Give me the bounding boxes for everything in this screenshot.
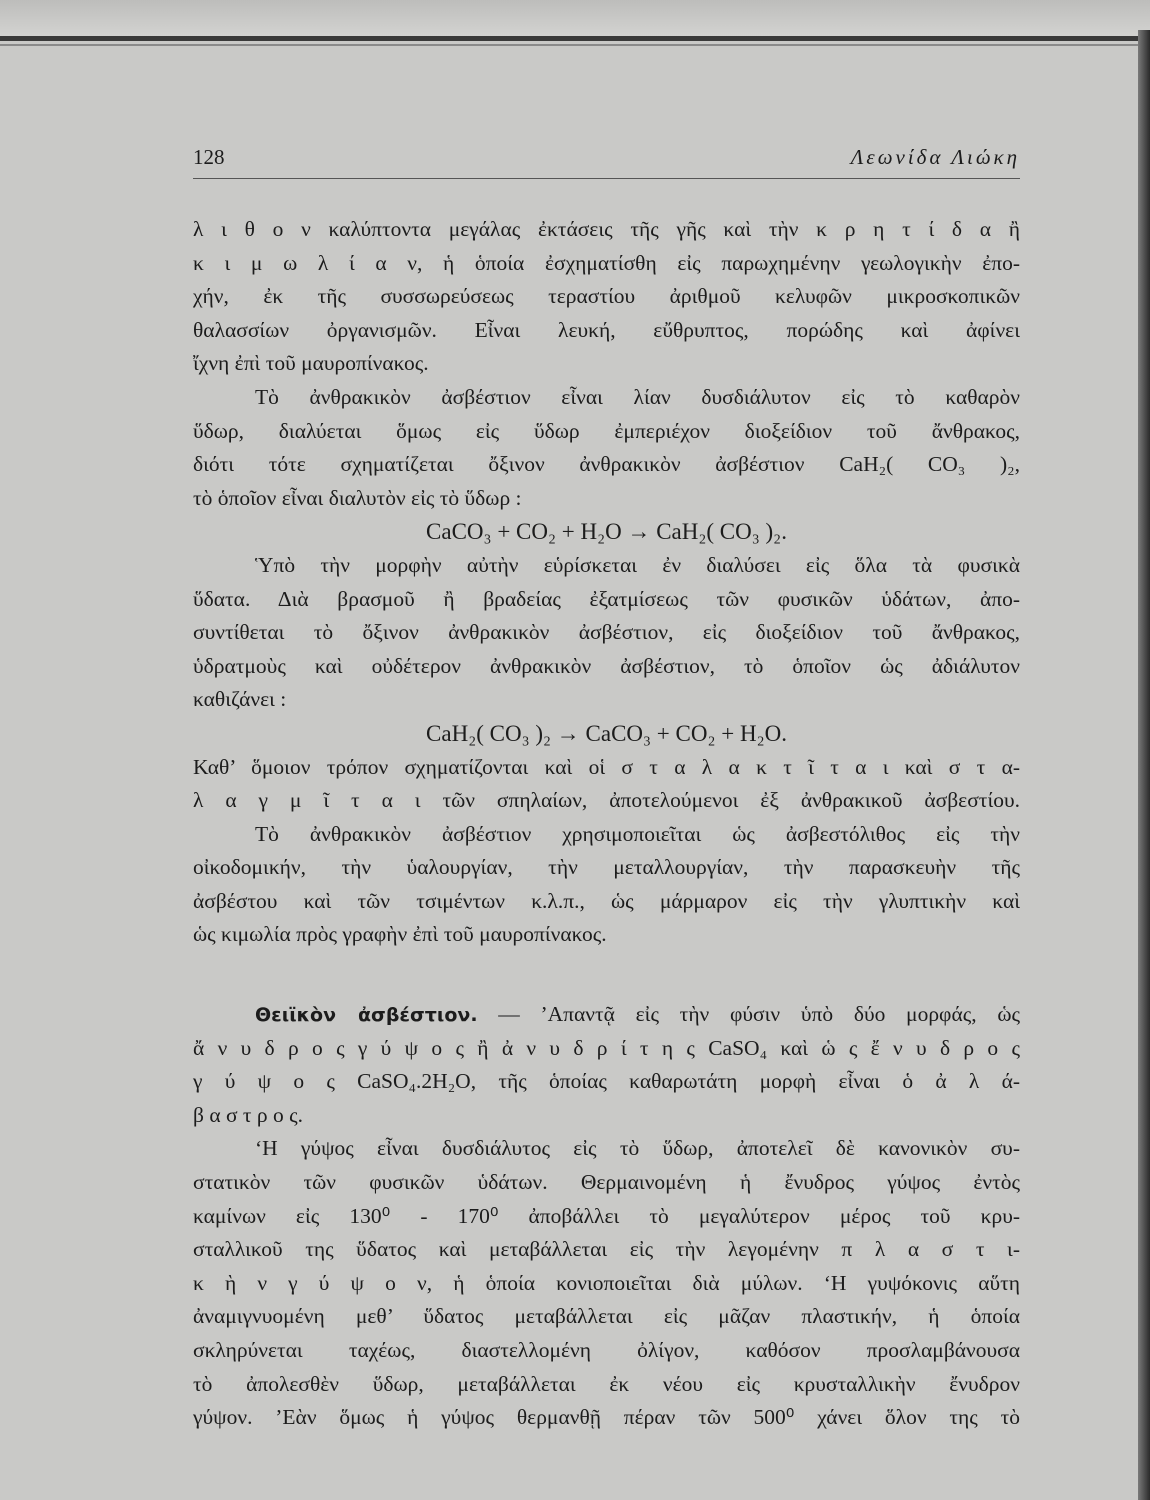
text-line: σκληρύνεται ταχέως, διαστελλομένη ὀλίγον, καθόσον προσλαμβάνουσα bbox=[193, 1338, 1020, 1362]
text-line: οἰκοδομικήν, τὴν ὑαλουργίαν, τὴν μεταλλουργίαν, τὴν παρασκευὴν τῆς bbox=[193, 855, 1020, 880]
section-first-line bbox=[193, 998, 1020, 1032]
text-line: τὸ ἀπολεσθὲν ὕδωρ, μεταβάλλεται ἐκ νέου εἰς κρυσταλλικὴν ἔνυδρον bbox=[193, 1371, 1020, 1396]
section-heading: Θειϊκὸν ἀσβέστιον. bbox=[255, 1004, 478, 1027]
chemical-equation: CaH₂( CO₃ )₂ → CaCO₃ + CO₂ + H₂O. bbox=[426, 720, 787, 746]
text-line: ἀσβέστου καὶ τῶν τσιμέντων κ.λ.π., ὡς μάρμαρον εἰς τὴν γλυπτικὴν καὶ bbox=[193, 888, 1020, 913]
text-line: ἀναμιγνυομένη μεθ’ ὕδατος μεταβάλλεται εἰς μᾶζαν πλαστικήν, ἡ ὁποία bbox=[193, 1304, 1020, 1329]
text-line: ἄ ν υ δ ρ ο ς γ ύ ψ ο ς ἢ ἀ ν υ δ ρ ί τ η ς CaSO₄ καὶ ὡ ς ἔ ν υ δ ρ ο ς bbox=[193, 1035, 1020, 1060]
section-gap bbox=[193, 952, 1020, 998]
text-line: Καθ’ ὅμοιον τρόπον σχηματίζονται καὶ οἱ σ τ α λ α κ τ ῖ τ α ι καὶ σ τ α- bbox=[193, 754, 1020, 779]
text-fragment: — ’Απαντᾷ εἰς τὴν φύσιν ὑπὸ δύο μορφάς, ὡς bbox=[498, 1002, 1021, 1027]
scan-right-edge bbox=[1138, 30, 1150, 1500]
page-number: 128 bbox=[193, 145, 225, 169]
running-head: Λεωνίδα Λιώκη bbox=[850, 145, 1020, 169]
text-line: Τὸ ἀνθρακικὸν ἀσβέστιον χρησιμοποιεῖται ὡς ἀσβεστόλιθος εἰς τὴν bbox=[255, 821, 1020, 846]
text-line: β α σ τ ρ ο ς. bbox=[193, 1102, 304, 1127]
text-line: ὑδρατμοὺς καὶ οὐδέτερον ἀνθρακικὸν ἀσβέστιον, τὸ ὁποῖον ὡς ἀδιάλυτον bbox=[193, 653, 1020, 678]
header-rule bbox=[193, 178, 1020, 179]
text-line: διότι τότε σχηματίζεται ὄξινον ἀνθρακικὸν ἀσβέστιον CaH₂( CO₃ )₂, bbox=[193, 452, 1020, 477]
text-line: Τὸ ἀνθρακικὸν ἀσβέστιον εἶναι λίαν δυσδιάλυτον εἰς τὸ καθαρὸν bbox=[255, 384, 1020, 409]
text-line: σταλλικοῦ της ὕδατος καὶ μεταβάλλεται εἰς τὴν λεγομένην π λ α σ τ ι- bbox=[193, 1237, 1020, 1262]
text-line: λ α γ μ ῖ τ α ι τῶν σπηλαίων, ἀποτελούμενοι ἐξ ἀνθρακικοῦ ἀσβεστίου. bbox=[193, 788, 1020, 813]
text-line: χήν, ἐκ τῆς συσσωρεύσεως τεραστίου ἀριθμοῦ κελυφῶν μικροσκοπικῶν bbox=[193, 284, 1020, 309]
text-line: Ὑπὸ τὴν μορφὴν αὐτὴν εὑρίσκεται ἐν διαλύσει εἰς ὅλα τὰ φυσικὰ bbox=[255, 552, 1020, 577]
text-line: θαλασσίων ὀργανισμῶν. Εἶναι λευκή, εὔθρυπτος, πορώδης καὶ ἀφίνει bbox=[193, 317, 1020, 342]
text-line: στατικὸν τῶν φυσικῶν ὑδάτων. Θερμαινομένη ἡ ἔνυδρος γύψος ἐντὸς bbox=[193, 1170, 1020, 1195]
text-line: κ ι μ ω λ ί α ν, ἡ ὁποία ἐσχηματίσθη εἰς παρωχημένην γεωλογικὴν ἐπο- bbox=[193, 250, 1020, 275]
text-line: λ ι θ ο ν καλύπτοντα μεγάλας ἐκτάσεις τῆς γῆς καὶ τὴν κ ρ η τ ί δ α ἢ bbox=[193, 217, 1020, 241]
scan-edge-shadow bbox=[0, 36, 1140, 41]
page-header bbox=[193, 145, 1020, 173]
text-line: ὡς κιμωλία πρὸς γραφὴν ἐπὶ τοῦ μαυροπίνακος. bbox=[193, 922, 607, 947]
text-line: γ ύ ψ ο ς CaSO₄.2H₂O, τῆς ὁποίας καθαρωτάτη μορφὴ εἶναι ὁ ἀ λ ά- bbox=[193, 1069, 1020, 1094]
text-line: ἴχνη ἐπὶ τοῦ μαυροπίνακος. bbox=[193, 351, 429, 376]
text-line: καθιζάνει : bbox=[193, 687, 287, 712]
text-line: ὕδατα. Διὰ βρασμοῦ ἢ βραδείας ἐξατμίσεως τῶν φυσικῶν ὑδάτων, ἀπο- bbox=[193, 586, 1020, 611]
text-line: τὸ ὁποῖον εἶναι διαλυτὸν εἰς τὸ ὕδωρ : bbox=[193, 485, 522, 510]
scan-edge-line bbox=[0, 44, 1140, 46]
text-line: ὕδωρ, διαλύεται ὅμως εἰς ὕδωρ ἐμπεριέχον διοξείδιον τοῦ ἄνθρακος, bbox=[193, 418, 1020, 443]
text-line: συντίθεται τὸ ὄξινον ἀνθρακικὸν ἀσβέστιον, εἰς διοξείδιον τοῦ ἄνθρακος, bbox=[193, 620, 1020, 645]
text-line: κ ὴ ν γ ύ ψ ο ν, ἡ ὁποία κονιοποιεῖται διὰ μύλων. ‘Η γυψόκονις αὕτη bbox=[193, 1270, 1020, 1295]
text-line: γύψον. ’Εὰν ὅμως ἡ γύψος θερμανθῇ πέραν τῶν 500⁰ χάνει ὅλον της τὸ bbox=[193, 1405, 1020, 1430]
chemical-equation: CaCO₃ + CO₂ + H₂O → CaH₂( CO₃ )₂. bbox=[426, 519, 787, 545]
page-body bbox=[193, 213, 1020, 1435]
text-line: καμίνων εἰς 130⁰ - 170⁰ ἀποβάλλει τὸ μεγαλύτερον μέρος τοῦ κρυ- bbox=[193, 1203, 1020, 1228]
scan-top-margin bbox=[0, 0, 1150, 38]
text-line: ‘Η γύψος εἶναι δυσδιάλυτος εἰς τὸ ὕδωρ, ἀποτελεῖ δὲ κανονικὸν συ- bbox=[255, 1136, 1020, 1161]
